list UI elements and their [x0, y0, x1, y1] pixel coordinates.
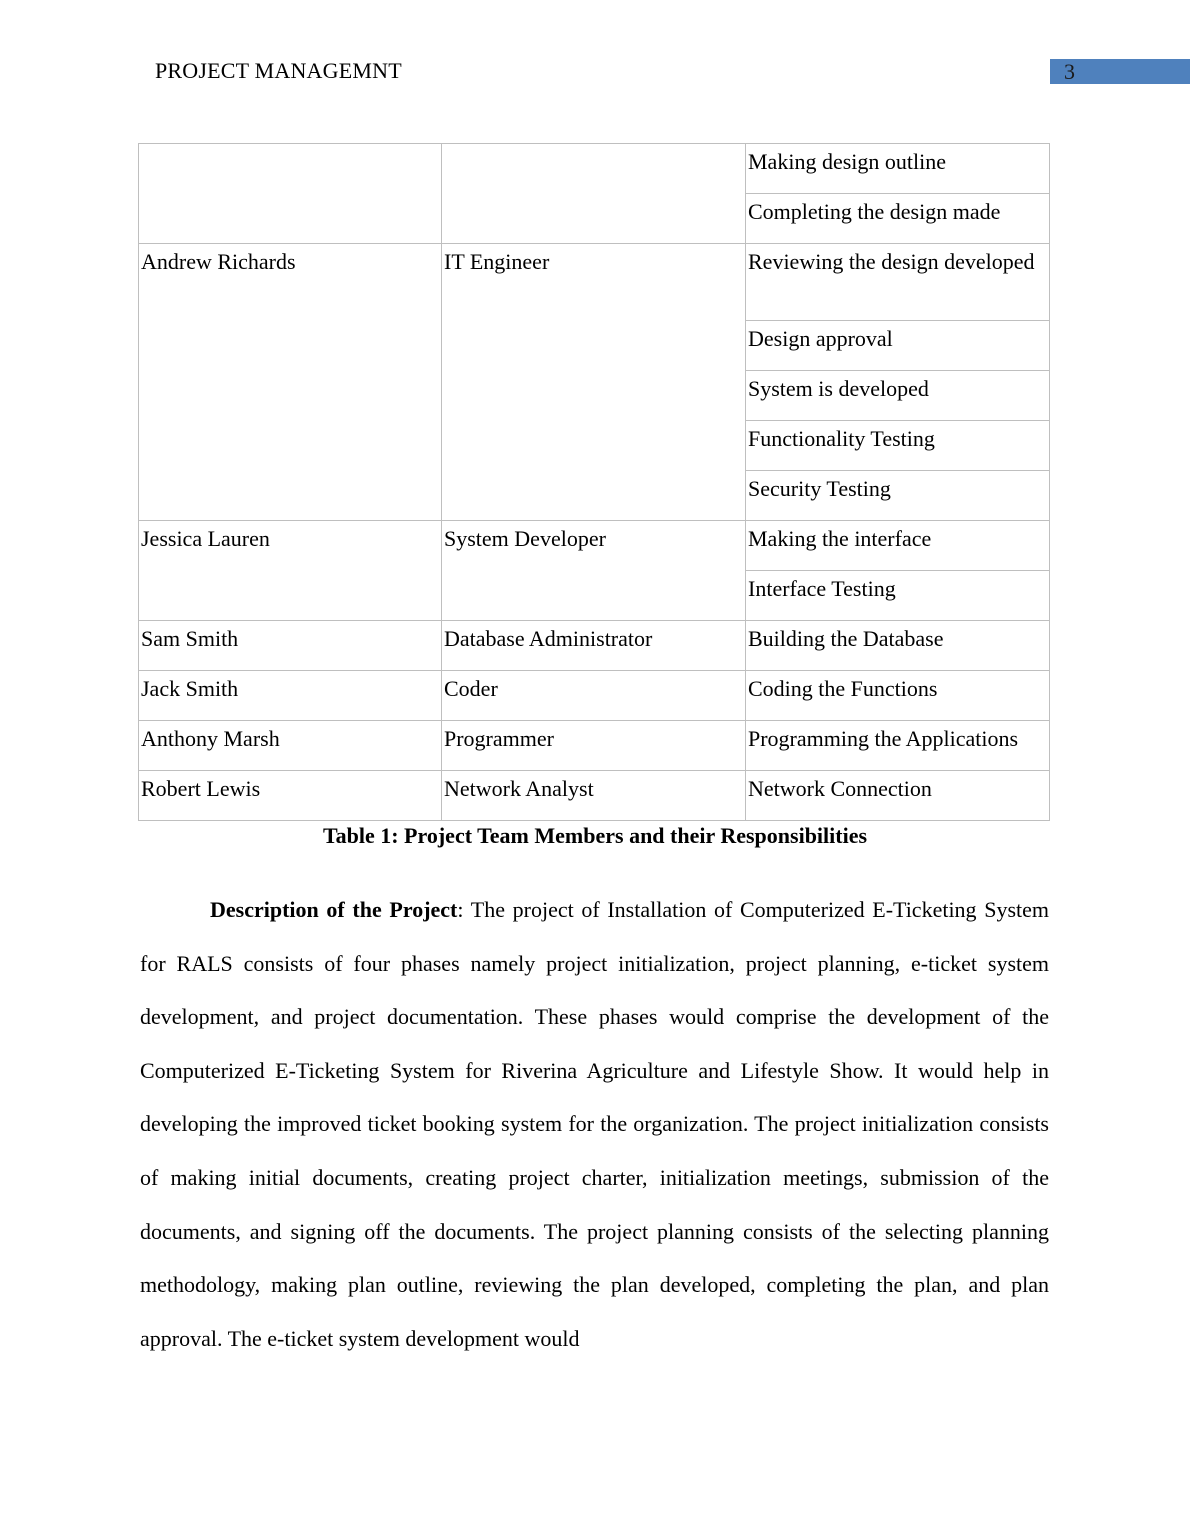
table-row: [139, 144, 1050, 194]
responsibility-cell: Making design outline: [746, 144, 1050, 194]
responsibility-cell: Network Connection: [746, 771, 1050, 821]
table-row: [139, 621, 1050, 671]
responsibility-cell: Programming the Applications: [746, 721, 1050, 771]
member-role-cell: Programmer: [442, 721, 746, 771]
member-name-cell: Jack Smith: [139, 671, 442, 721]
member-role-cell: Coder: [442, 671, 746, 721]
member-role-cell: IT Engineer: [442, 244, 746, 521]
member-name-cell: Anthony Marsh: [139, 721, 442, 771]
table-row: [139, 671, 1050, 721]
table-row: [139, 721, 1050, 771]
running-header-title: PROJECT MANAGEMNT: [155, 58, 402, 83]
responsibility-cell: Security Testing: [746, 471, 1050, 521]
description-text: : The project of Installation of Computerized E-Ticketing System for RALS consists of four phases namely project initialization, project planning, e-ticket system development, and project documentation. These phases would comprise the development of the Computerized E-Ticketing System for Riverina Agriculture and Lifestyle Show. It would help in developing the improved ticket booking system for the organization. The project initialization consists of making initial documents, creating project charter, initialization meetings, submission of the documents, and signing off the documents. The project planning consists of the selecting planning methodology, making plan outline, reviewing the plan developed, completing the plan, and plan approval. The e-ticket system development would: [140, 897, 1050, 1351]
member-name-cell: Andrew Richards: [139, 244, 442, 521]
member-role-cell: Network Analyst: [442, 771, 746, 821]
member-name-cell: Robert Lewis: [139, 771, 442, 821]
member-role-cell: System Developer: [442, 521, 746, 621]
table-caption: Table 1: Project Team Members and their Responsibilities: [322, 823, 868, 848]
member-name-cell: Sam Smith: [139, 621, 442, 671]
member-name-cell: Jessica Lauren: [139, 521, 442, 621]
member-role-cell: [442, 144, 746, 244]
responsibility-cell: Interface Testing: [746, 571, 1050, 621]
member-role-cell: Database Administrator: [442, 621, 746, 671]
page-number-badge: 3: [1050, 59, 1190, 84]
table-row: [139, 771, 1050, 821]
responsibility-cell: Completing the design made: [746, 194, 1050, 244]
responsibility-cell: Building the Database: [746, 621, 1050, 671]
team-responsibilities-table: [138, 143, 1050, 821]
table-row: [139, 521, 1050, 571]
table-row: [139, 244, 1050, 321]
responsibility-cell: Coding the Functions: [746, 671, 1050, 721]
project-description-paragraph: [140, 883, 1049, 1365]
responsibility-cell: Functionality Testing: [746, 421, 1050, 471]
responsibility-cell: Design approval: [746, 321, 1050, 371]
responsibility-cell: Making the interface: [746, 521, 1050, 571]
responsibility-cell: System is developed: [746, 371, 1050, 421]
responsibility-cell: Reviewing the design developed: [746, 244, 1050, 321]
description-heading: Description of the Project: [210, 897, 458, 922]
member-name-cell: [139, 144, 442, 244]
